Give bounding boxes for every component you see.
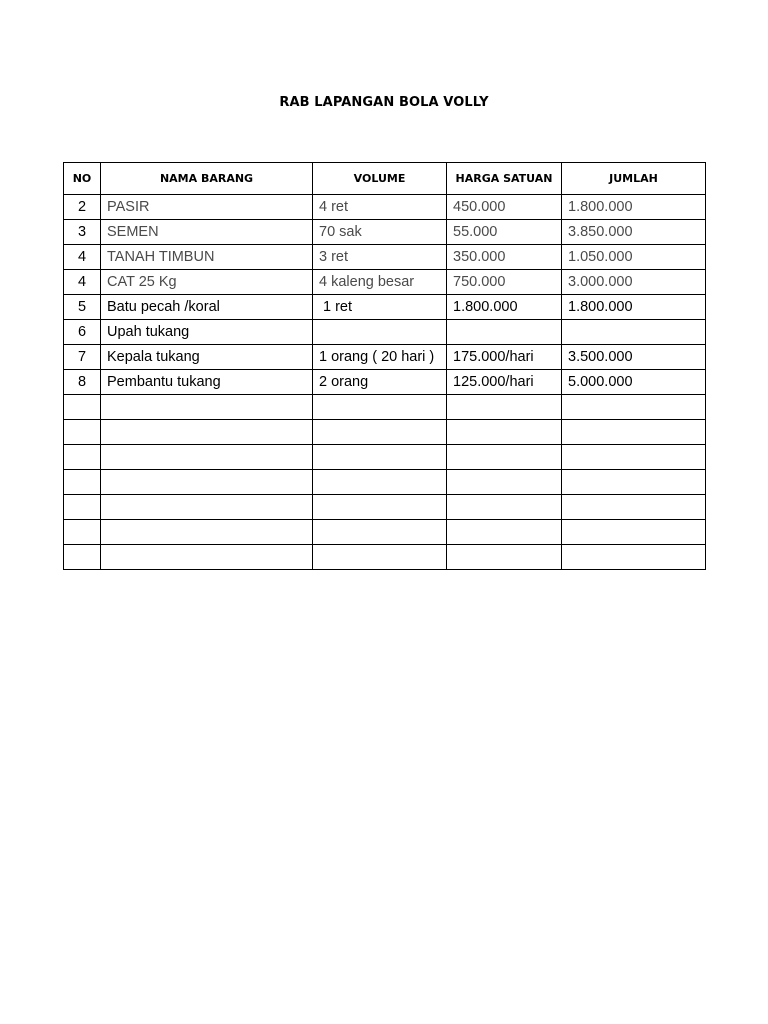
table-row [64, 270, 706, 295]
cell-no: 7 [64, 345, 101, 370]
cell-no: 5 [64, 295, 101, 320]
cell-volume: 1 orang ( 20 hari ) [313, 345, 447, 370]
empty-cell [447, 470, 562, 495]
empty-row [64, 470, 706, 495]
cell-harga-satuan: 175.000/hari [447, 345, 562, 370]
cell-volume: 4 kaleng besar [313, 270, 447, 295]
table-row [64, 295, 706, 320]
empty-row [64, 395, 706, 420]
cell-jumlah: 3.500.000 [562, 345, 706, 370]
table-row [64, 320, 706, 345]
empty-cell [64, 420, 101, 445]
empty-row [64, 495, 706, 520]
empty-cell [101, 545, 313, 570]
cell-harga-satuan: 125.000/hari [447, 370, 562, 395]
empty-row [64, 445, 706, 470]
empty-cell [101, 395, 313, 420]
empty-cell [447, 420, 562, 445]
empty-cell [313, 470, 447, 495]
cell-jumlah: 1.800.000 [562, 295, 706, 320]
cell-no: 4 [64, 245, 101, 270]
cell-no: 3 [64, 220, 101, 245]
cell-nama-barang: TANAH TIMBUN [101, 245, 313, 270]
cell-nama-barang: CAT 25 Kg [101, 270, 313, 295]
empty-cell [562, 445, 706, 470]
cell-volume [313, 295, 447, 320]
rab-table [63, 162, 706, 570]
cell-jumlah: 1.050.000 [562, 245, 706, 270]
empty-cell [313, 495, 447, 520]
table-header-row [64, 163, 706, 195]
empty-row [64, 520, 706, 545]
empty-cell [562, 470, 706, 495]
empty-cell [101, 470, 313, 495]
cell-nama-barang: SEMEN [101, 220, 313, 245]
cell-harga-satuan: 55.000 [447, 220, 562, 245]
empty-cell [101, 420, 313, 445]
cell-jumlah: 1.800.000 [562, 195, 706, 220]
header-no: NO [64, 163, 101, 195]
empty-cell [313, 445, 447, 470]
cell-harga-satuan: 750.000 [447, 270, 562, 295]
empty-cell [101, 445, 313, 470]
cell-volume: 2 orang [313, 370, 447, 395]
empty-cell [447, 545, 562, 570]
header-volume: VOLUME [313, 163, 447, 195]
empty-cell [64, 520, 101, 545]
empty-cell [64, 495, 101, 520]
page-title: RAB LAPANGAN BOLA VOLLY [279, 95, 489, 110]
empty-cell [562, 495, 706, 520]
empty-cell [313, 395, 447, 420]
cell-nama-barang: Pembantu tukang [101, 370, 313, 395]
empty-cell [562, 395, 706, 420]
cell-volume: 4 ret [313, 195, 447, 220]
cell-volume [313, 320, 447, 345]
empty-cell [447, 445, 562, 470]
header-jumlah: JUMLAH [562, 163, 706, 195]
header-harga-satuan: HARGA SATUAN [447, 163, 562, 195]
cell-no: 2 [64, 195, 101, 220]
cell-harga-satuan: 450.000 [447, 195, 562, 220]
empty-cell [447, 520, 562, 545]
cell-harga-satuan: 350.000 [447, 245, 562, 270]
header-nama-barang: NAMA BARANG [101, 163, 313, 195]
empty-cell [313, 520, 447, 545]
empty-cell [562, 420, 706, 445]
empty-row [64, 420, 706, 445]
empty-cell [64, 545, 101, 570]
empty-cell [101, 495, 313, 520]
empty-cell [64, 470, 101, 495]
cell-nama-barang: PASIR [101, 195, 313, 220]
empty-cell [562, 520, 706, 545]
cell-volume-text: 1 ret [323, 299, 353, 315]
cell-no: 4 [64, 270, 101, 295]
table-row [64, 345, 706, 370]
empty-cell [101, 520, 313, 545]
empty-cell [447, 495, 562, 520]
cell-volume: 3 ret [313, 245, 447, 270]
cell-harga-satuan [447, 320, 562, 345]
empty-cell [447, 395, 562, 420]
empty-cell [313, 545, 447, 570]
table-row [64, 245, 706, 270]
empty-cell [562, 545, 706, 570]
empty-cell [64, 445, 101, 470]
table-row [64, 220, 706, 245]
cell-jumlah [562, 320, 706, 345]
empty-row [64, 545, 706, 570]
empty-cell [64, 395, 101, 420]
cell-nama-barang: Batu pecah /koral [101, 295, 313, 320]
cell-jumlah: 3.000.000 [562, 270, 706, 295]
cell-nama-barang: Kepala tukang [101, 345, 313, 370]
cell-jumlah: 3.850.000 [562, 220, 706, 245]
cell-volume: 70 sak [313, 220, 447, 245]
cell-jumlah: 5.000.000 [562, 370, 706, 395]
table-row [64, 370, 706, 395]
cell-harga-satuan: 1.800.000 [447, 295, 562, 320]
table-row [64, 195, 706, 220]
cell-no: 8 [64, 370, 101, 395]
cell-no: 6 [64, 320, 101, 345]
empty-cell [313, 420, 447, 445]
cell-nama-barang: Upah tukang [101, 320, 313, 345]
